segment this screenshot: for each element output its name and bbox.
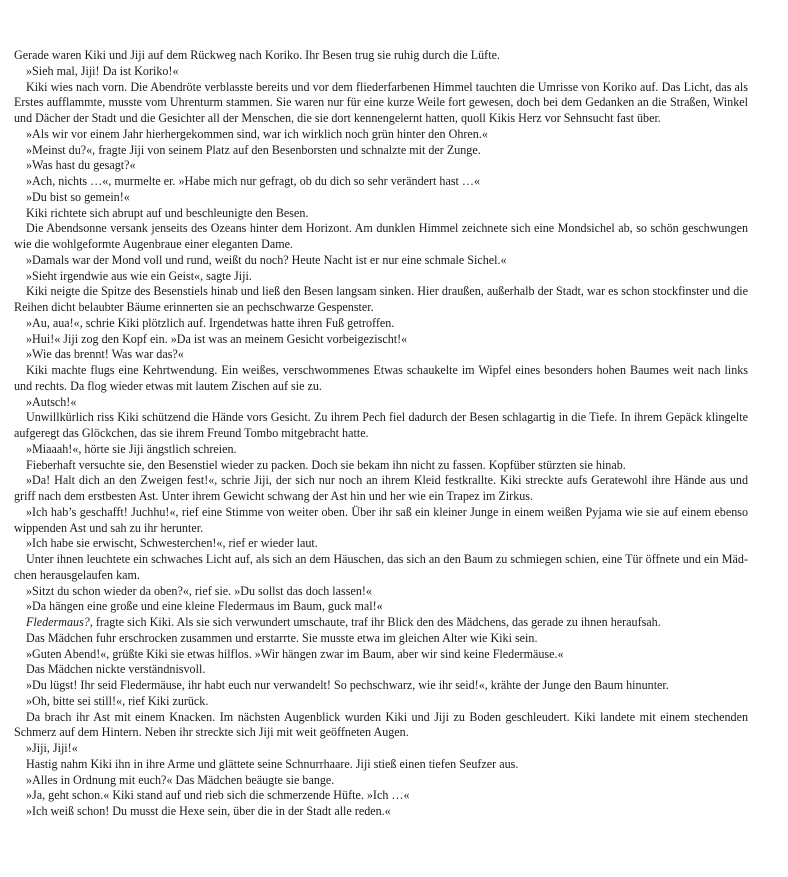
paragraph: »Alles in Ordnung mit euch?« Das Mädchen beäugte sie bange. <box>26 772 335 787</box>
paragraph: Da brach ihr Ast mit einem Knacken. Im nächsten Augenblick wurden Kiki und Jiji zu Boden geschleudert. Kiki landete mit einem stechenden Schmerz auf dem Hintern. Neben ihr streckte sich Jiji mit weit geöffneten Augen. <box>14 709 748 740</box>
paragraph: »Da! Halt dich an den Zweigen fest!«, schrie Jiji, der sich nur noch an ihrem Kleid festkrallte. Kiki streckte aufs Geratewohl ihre Hände aus und griff nach dem erstbesten Ast. Unter ihrem Gewicht schwang der Ast hin und her wie ein Trapez im Zirkus. <box>14 473 748 503</box>
paragraph: »Damals war der Mond voll und rund, weißt du noch? Heute Nacht ist er nur eine schmale Sichel.« <box>26 252 507 267</box>
paragraph: »Oh, bitte sei still!«, rief Kiki zurück. <box>26 693 209 708</box>
paragraph: Das Mädchen fuhr erschrocken zusammen und erstarrte. Sie musste etwa im gleichen Alter wie Kiki sein. <box>26 630 538 645</box>
paragraph: »Autsch!« <box>26 394 77 409</box>
paragraph: »Miaaah!«, hörte sie Jiji ängstlich schreien. <box>26 441 237 456</box>
paragraph: »Ja, geht schon.« Kiki stand auf und rieb sich die schmerzende Hüfte. »Ich …« <box>26 788 410 803</box>
paragraph: »Ich weiß schon! Du musst die Hexe sein, über die in der Stadt alle reden.« <box>26 804 391 818</box>
paragraph: Unwillkürlich riss Kiki schützend die Hände vors Gesicht. Zu ihrem Pech fiel dadurch der Besen schlagartig in die Tiefe. In ihrem Gepäck klingelte aufgeregt das Glöckchen, das sie ihrem Freund Tombo mitgebracht hatte. <box>14 410 748 440</box>
paragraph: Kiki richtete sich abrupt auf und beschleunigte den Besen. <box>26 205 309 220</box>
paragraph: Unter ihnen leuchtete ein schwaches Licht auf, als sich an dem Häuschen, das sich an den Baum zu schmiegen schien, eine Tür öffnete und ein Mäd-chen herausgelaufen kam. <box>14 552 748 582</box>
paragraph: »Was hast du gesagt?« <box>26 158 136 173</box>
paragraph: Das Mädchen nickte verständnisvoll. <box>26 662 206 677</box>
paragraph: »Du bist so gemein!« <box>26 189 130 204</box>
book-page-text <box>14 48 748 820</box>
paragraph: »Meinst du?«, fragte Jiji von seinem Platz auf den Besenborsten und schnalzte mit der Zunge. <box>26 142 481 157</box>
paragraph: »Ich habe sie erwischt, Schwesterchen!«, rief er wieder laut. <box>26 536 318 551</box>
paragraph: Die Abendsonne versank jenseits des Ozeans hinter dem Horizont. Am dunklen Himmel zeichnete sich eine Mondsichel ab, so schön geschwungen wie die wohlgeformte Augenbraue einer eleganten Dame. <box>14 221 748 251</box>
paragraph: »Au, aua!«, schrie Kiki plötzlich auf. Irgendetwas hatte ihren Fuß getroffen. <box>26 315 395 330</box>
paragraph: »Jiji, Jiji!« <box>26 741 78 755</box>
paragraph: Kiki neigte die Spitze des Besenstiels hinab und ließ den Besen langsam sinken. Hier draußen, außerhalb der Stadt, war es schon stockfinster und die Reihen dicht belaubter Bäume erinnerten sie an pechschwarze Gespenster. <box>14 284 748 314</box>
paragraph: »Wie das brennt! Was war das?« <box>26 347 184 362</box>
paragraph: »Da hängen eine große und eine kleine Fledermaus im Baum, guck mal!« <box>26 599 383 614</box>
paragraph: »Als wir vor einem Jahr hierhergekommen sind, war ich wirklich noch grün hinter den Ohren.« <box>26 126 488 141</box>
paragraph: »Du lügst! Ihr seid Fledermäuse, ihr habt euch nur verwandelt! So pechschwarz, wie ihr seid!«, krähte der Junge den Baum hinunter. <box>26 678 669 692</box>
paragraph: Hastig nahm Kiki ihn in ihre Arme und glättete seine Schnurrhaare. Jiji stieß einen tiefen Seufzer aus. <box>26 756 519 771</box>
paragraph: »Ach, nichts …«, murmelte er. »Habe mich nur gefragt, ob du dich so sehr verändert hast …« <box>26 174 481 188</box>
paragraph: Fieberhaft versuchte sie, den Besenstiel wieder zu packen. Doch sie bekam ihn nicht zu fassen. Kopfüber stürzten sie hinab. <box>26 457 626 472</box>
paragraph: »Ich hab’s geschafft! Juchhu!«, rief eine Stimme von weiter oben. Über ihr saß ein kleiner Junge in einem weißen Pyjama wie sie auf einem ebenso wippenden Ast und sah zu ihr herunter. <box>14 504 748 535</box>
paragraph-with-italic <box>14 615 748 631</box>
paragraph: Gerade waren Kiki und Jiji auf dem Rückweg nach Koriko. Ihr Besen trug sie ruhig durch die Lüfte. <box>14 48 500 62</box>
paragraph: Kiki wies nach vorn. Die Abendröte verblasste bereits und vor dem fliederfarbenen Himmel tauchten die Umrisse von Koriko auf. Das Licht, das als Erstes aufflammte, musste vom Uhrenturm stammen. Sie waren nur für eine kurze Weile fort gewesen, doch bei dem Gedanken an die Straßen, Winkel und Dächer der Stadt und die Gesichter all der Menschen, die sie dort kennengelernt hatten, quoll Kikis Herz vor Sehnsucht fast über. <box>14 79 748 125</box>
paragraph: »Sieht irgendwie aus wie ein Geist«, sagte Jiji. <box>26 268 252 283</box>
italic-thought: Fledermaus? <box>26 615 90 629</box>
paragraph: »Hui!« Jiji zog den Kopf ein. »Da ist was an meinem Gesicht vorbeigezischt!« <box>26 331 408 346</box>
paragraph-rest: , fragte sich Kiki. Als sie sich verwundert umschaute, traf ihr Blick den des Mädchens, das gerade zu ihnen heraufsah. <box>89 615 661 629</box>
paragraph: »Sieh mal, Jiji! Da ist Koriko!« <box>26 63 179 78</box>
paragraph: »Sitzt du schon wieder da oben?«, rief sie. »Du sollst das doch lassen!« <box>26 583 372 598</box>
paragraph: »Guten Abend!«, grüßte Kiki sie etwas hilflos. »Wir hängen zwar im Baum, aber wir sind keine Fledermäuse.« <box>26 646 564 661</box>
paragraph: Kiki machte flugs eine Kehrtwendung. Ein weißes, verschwommenes Etwas schaukelte im Wipfel eines besonders hohen Baumes weit nach links und rechts. Da flog wieder etwas mit lautem Zischen auf sie zu. <box>14 363 748 393</box>
